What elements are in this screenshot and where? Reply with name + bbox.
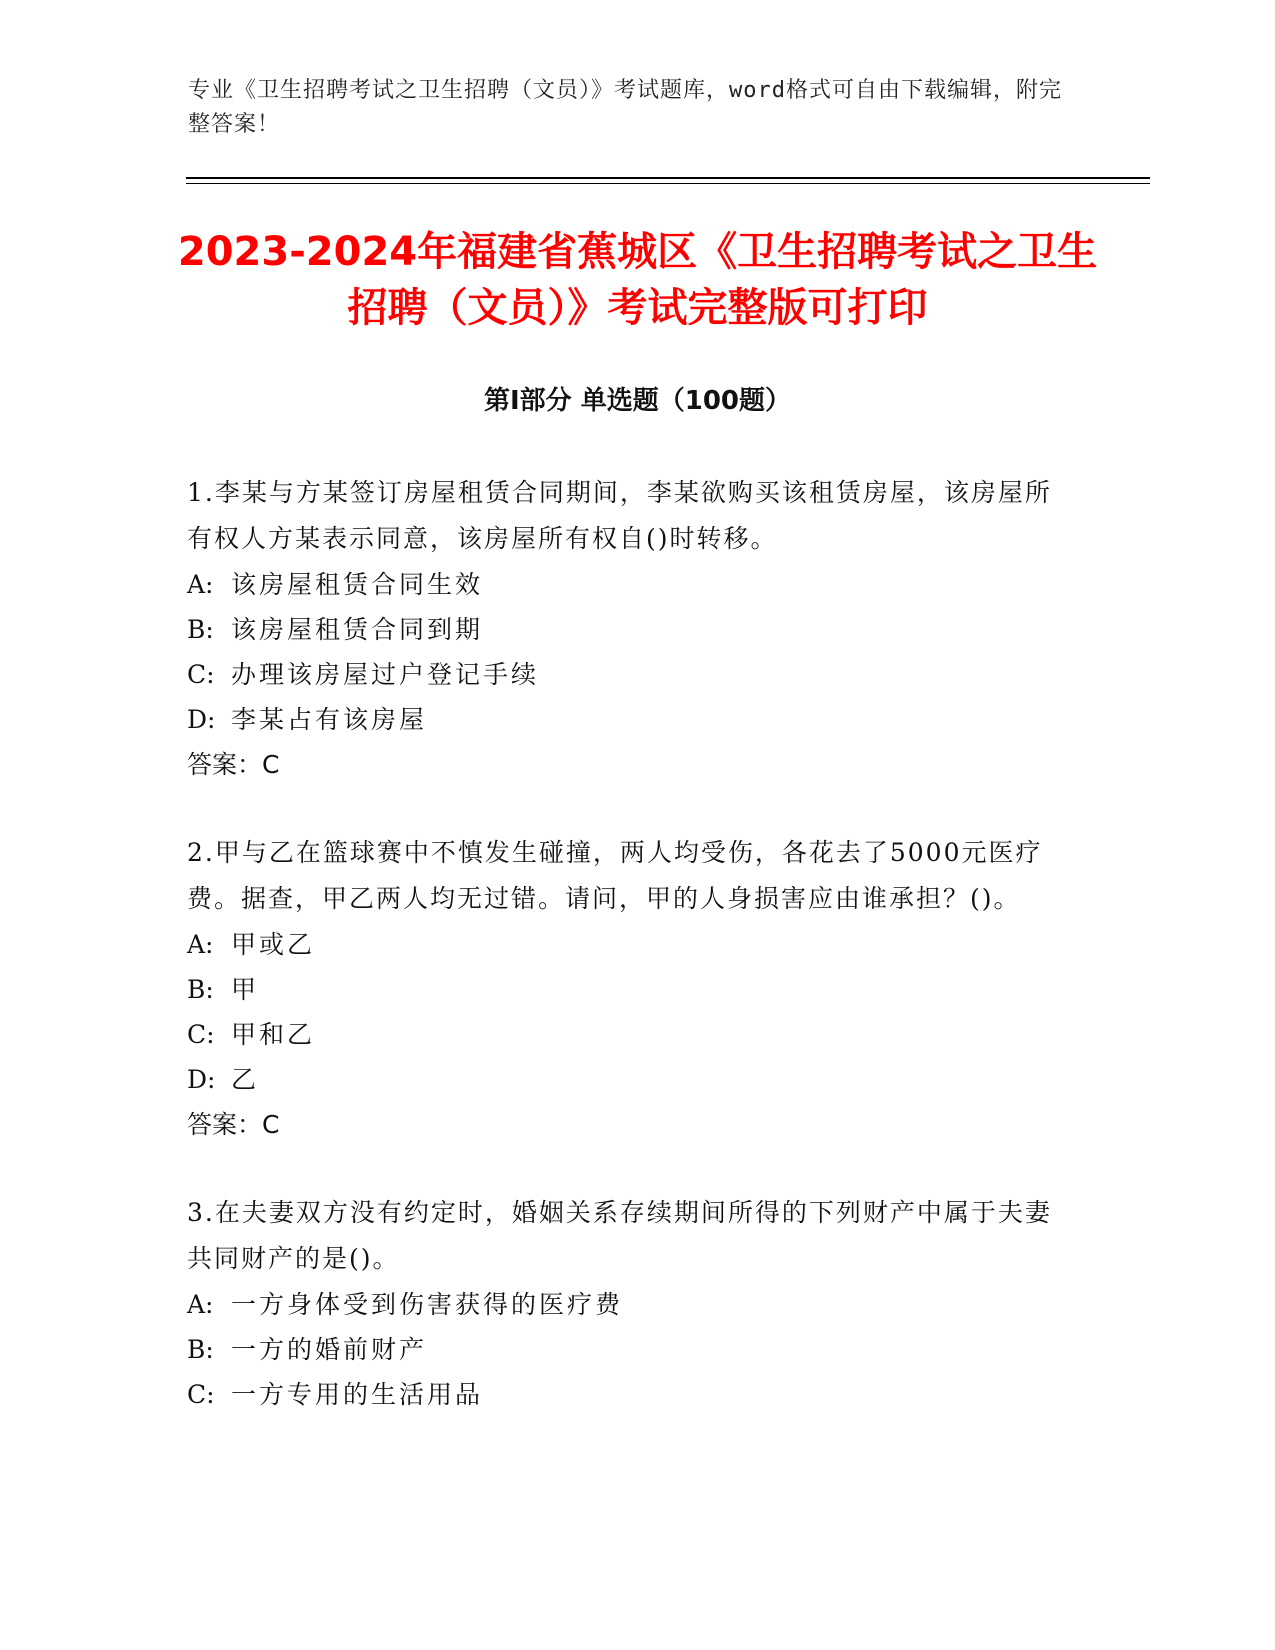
question-3 — [187, 1190, 1067, 1417]
option-letter: A: — [187, 930, 214, 959]
question-stem: 1.李某与方某签订房屋租赁合同期间，李某欲购买该租赁房屋，该房屋所有权人方某表示同意，该房屋所有权自()时转移。 — [187, 478, 1052, 553]
answer: 答案：C — [187, 1110, 280, 1139]
option-letter: D: — [187, 1065, 216, 1094]
option-c — [187, 1012, 1067, 1057]
document-title: 2023-2024年福建省蕉城区《卫生招聘考试之卫生招聘（文员）》考试完整版可打印 — [177, 229, 1098, 331]
option-letter: A: — [187, 1290, 214, 1319]
question-stem: 2.甲与乙在篮球赛中不慎发生碰撞，两人均受伤，各花去了5000元医疗费。据查，甲乙两人均无过错。请问，甲的人身损害应由谁承担？()。 — [187, 838, 1043, 913]
option-text: 一方身体受到伤害获得的医疗费 — [231, 1290, 624, 1319]
header-note: 专业《卫生招聘考试之卫生招聘（文员）》考试题库，word格式可自由下载编辑，附完整答案！ — [188, 78, 1062, 137]
header-divider-thick — [186, 177, 1150, 179]
option-text: 乙 — [231, 1065, 260, 1094]
option-letter: C: — [187, 1380, 215, 1409]
option-text: 该房屋租赁合同到期 — [231, 615, 484, 644]
option-a — [187, 562, 1067, 607]
question-list — [187, 470, 1067, 1459]
question-2 — [187, 830, 1067, 1148]
option-b — [187, 967, 1067, 1012]
option-text: 办理该房屋过户登记手续 — [231, 660, 540, 689]
question-stem: 3.在夫妻双方没有约定时，婚姻关系存续期间所得的下列财产中属于夫妻共同财产的是()。 — [187, 1198, 1052, 1273]
option-letter: A: — [187, 570, 214, 599]
option-text: 一方专用的生活用品 — [231, 1380, 484, 1409]
option-text: 甲和乙 — [231, 1020, 316, 1049]
option-letter: C: — [187, 1020, 215, 1049]
option-text: 一方的婚前财产 — [231, 1335, 428, 1364]
option-text: 甲或乙 — [231, 930, 316, 959]
option-letter: B: — [187, 975, 214, 1004]
option-a — [187, 922, 1067, 967]
option-text: 李某占有该房屋 — [231, 705, 428, 734]
option-letter: C: — [187, 660, 215, 689]
option-letter: D: — [187, 705, 216, 734]
option-b — [187, 607, 1067, 652]
option-text: 该房屋租赁合同生效 — [231, 570, 484, 599]
option-d — [187, 697, 1067, 742]
option-c — [187, 1372, 1067, 1417]
option-letter: B: — [187, 1335, 214, 1364]
option-d — [187, 1057, 1067, 1102]
option-letter: B: — [187, 615, 214, 644]
header-divider-thin — [186, 183, 1150, 184]
option-a — [187, 1282, 1067, 1327]
answer: 答案：C — [187, 750, 280, 779]
section-heading: 第I部分 单选题（100题） — [484, 386, 791, 416]
option-text: 甲 — [231, 975, 260, 1004]
question-1 — [187, 470, 1067, 788]
option-b — [187, 1327, 1067, 1372]
option-c — [187, 652, 1067, 697]
